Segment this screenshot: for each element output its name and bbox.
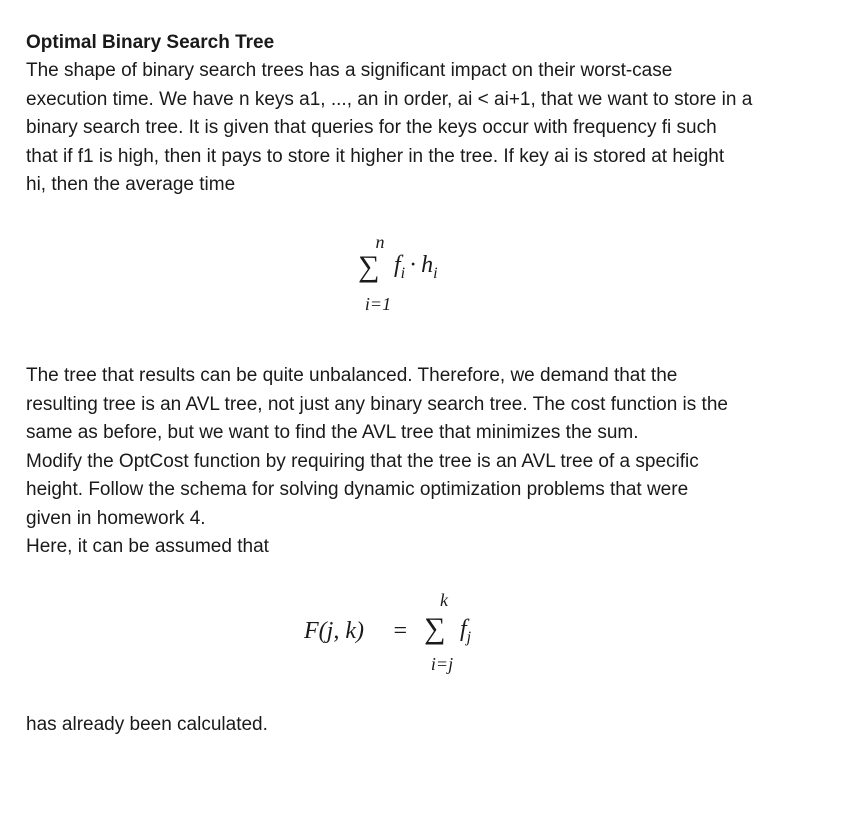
sum-upper-limit: n xyxy=(375,232,385,252)
f-symbol: f xyxy=(460,616,467,642)
intro-line-1: The shape of binary search trees has a significant impact on their worst-case xyxy=(26,60,673,81)
h-symbol: h xyxy=(421,252,434,278)
intro-line-4: that if f1 is high, then it pays to store it higher in the tree. If key ai is stored at height xyxy=(26,145,725,167)
closing-text xyxy=(26,711,816,740)
summand xyxy=(460,616,471,647)
formula-cumulative-frequency xyxy=(300,590,520,682)
intro-line-2: execution time. We have n keys a1, ..., an in order, ai < ai+1, that we want to store in a xyxy=(26,88,753,110)
page-title: Optimal Binary Search Tree xyxy=(26,32,275,53)
closing-line: has already been calculated. xyxy=(26,714,268,735)
f-symbol: f xyxy=(394,252,401,278)
sum-lower-limit: i=1 xyxy=(364,294,392,314)
document-body xyxy=(26,29,816,200)
intro-line-5: hi, then the average time xyxy=(26,174,236,195)
intro-line-3: binary search tree. It is given that queries for the keys occur with frequency fi such xyxy=(26,117,717,138)
middle-line-5: height. Follow the schema for solving dynamic optimization problems that were xyxy=(26,479,689,500)
middle-text xyxy=(26,362,816,562)
f-subscript: j xyxy=(466,629,472,646)
middle-line-6: given in homework 4. xyxy=(26,507,206,529)
sum-upper-limit: k xyxy=(440,590,448,610)
sigma-symbol: ∑ xyxy=(424,612,446,645)
middle-line-4: Modify the OptCost function by requiring that the tree is an AVL tree of a specific xyxy=(26,450,699,472)
f-subscript: i xyxy=(400,265,406,282)
formula-lhs: F(j, k) xyxy=(304,618,364,644)
sum-lower-limit: i=j xyxy=(430,654,454,674)
summand xyxy=(394,252,438,283)
middle-line-1: The tree that results can be quite unbalanced. Therefore, we demand that the xyxy=(26,365,678,386)
middle-line-7: Here, it can be assumed that xyxy=(26,536,269,557)
formula-weighted-sum xyxy=(356,232,496,322)
dot-operator: · xyxy=(409,252,418,278)
h-subscript: i xyxy=(433,265,438,282)
middle-line-3: same as before, but we want to find the AVL tree that minimizes the sum. xyxy=(26,422,639,443)
middle-line-2: resulting tree is an AVL tree, not just any binary search tree. The cost function is the xyxy=(26,393,728,415)
sigma-symbol: ∑ xyxy=(358,250,380,283)
equals-sign: = xyxy=(392,618,409,644)
